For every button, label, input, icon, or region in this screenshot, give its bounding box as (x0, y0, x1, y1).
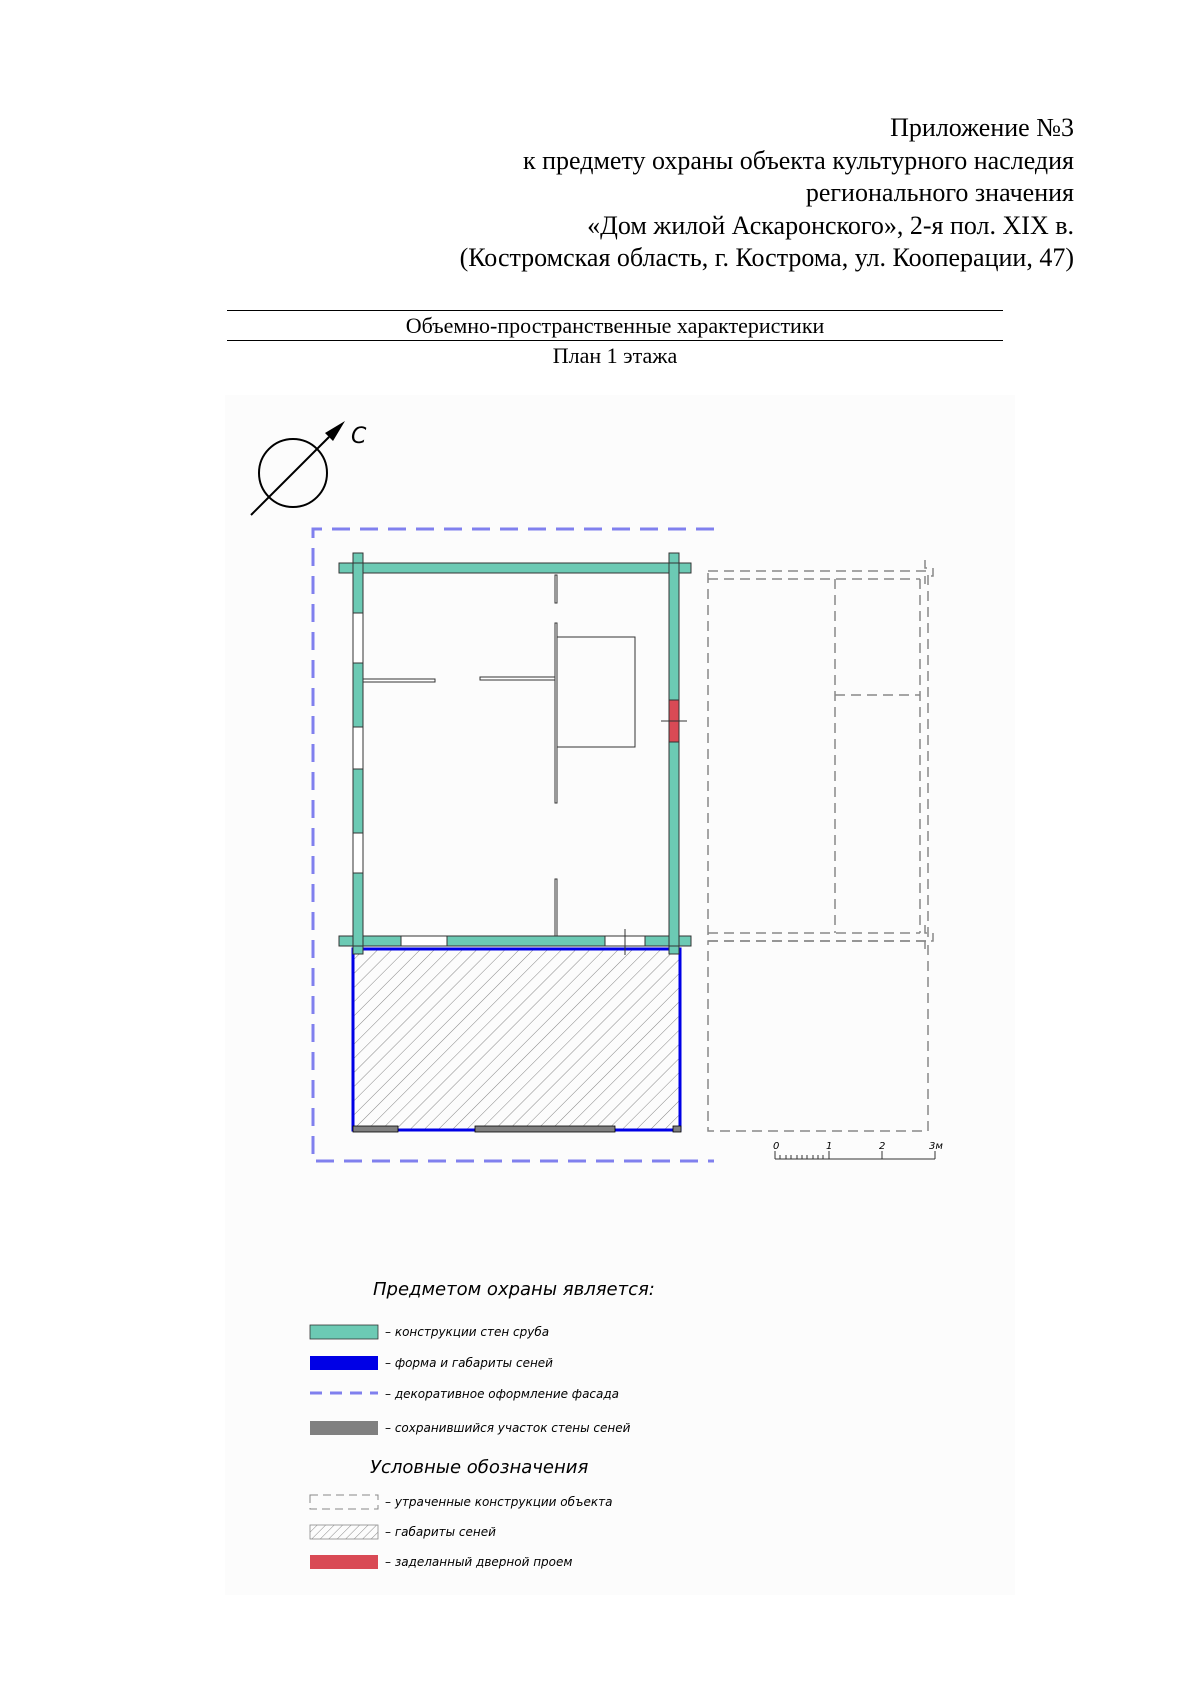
legend-swatch-preserved-wall (310, 1421, 378, 1435)
preserved-wall-center (475, 1126, 615, 1132)
legend-swatch-hatch (310, 1525, 378, 1539)
appendix-object-name: «Дом жилой Аскаронского», 2-я пол. XIX в. (587, 210, 1074, 240)
floor-plan-drawing (225, 395, 1015, 1595)
legend-item-vestibule-form: – форма и габариты сеней (385, 1356, 553, 1370)
scale-label-0: 0 (773, 1141, 780, 1152)
legend-item-facade: – декоративное оформление фасада (385, 1387, 620, 1401)
legend-item-preserved-wall: – сохранившийся участок стены сеней (385, 1421, 631, 1435)
legend-swatch-vestibule-form (310, 1356, 378, 1370)
legend-item-walls: – конструкции стен сруба (385, 1325, 550, 1339)
appendix-significance: регионального значения (805, 178, 1074, 207)
vestibule-hatch (353, 949, 680, 1130)
scale-label-2: 2 (879, 1141, 886, 1152)
legend-swatch-walled-door (310, 1555, 378, 1569)
legend-item-hatch: – габариты сеней (385, 1525, 496, 1539)
section-title: Объемно-пространственные характеристики (227, 310, 1003, 341)
appendix-number: Приложение №3 (890, 113, 1074, 142)
legend-item-walled-door: – заделанный дверной проем (385, 1555, 573, 1569)
appendix-address: (Костромская область, г. Кострома, ул. Кооперации, 47) (459, 243, 1074, 272)
legend-swatch-walls (310, 1325, 378, 1339)
appendix-subject: к предмету охраны объекта культурного наследия (522, 145, 1074, 175)
legend-protection-heading: Предметом охраны является: (373, 1279, 655, 1300)
preserved-wall-right (673, 1126, 681, 1132)
legend-item-lost: – утраченные конструкции объекта (385, 1495, 613, 1509)
plan-title: План 1 этажа (552, 343, 678, 368)
scale-label-1: 1 (826, 1141, 833, 1152)
legend-symbols-heading: Условные обозначения (370, 1457, 589, 1478)
preserved-wall-left (353, 1126, 398, 1132)
north-label: С (351, 424, 367, 449)
scale-label-3: 3м (929, 1141, 943, 1152)
appendix-header (174, 112, 1074, 275)
